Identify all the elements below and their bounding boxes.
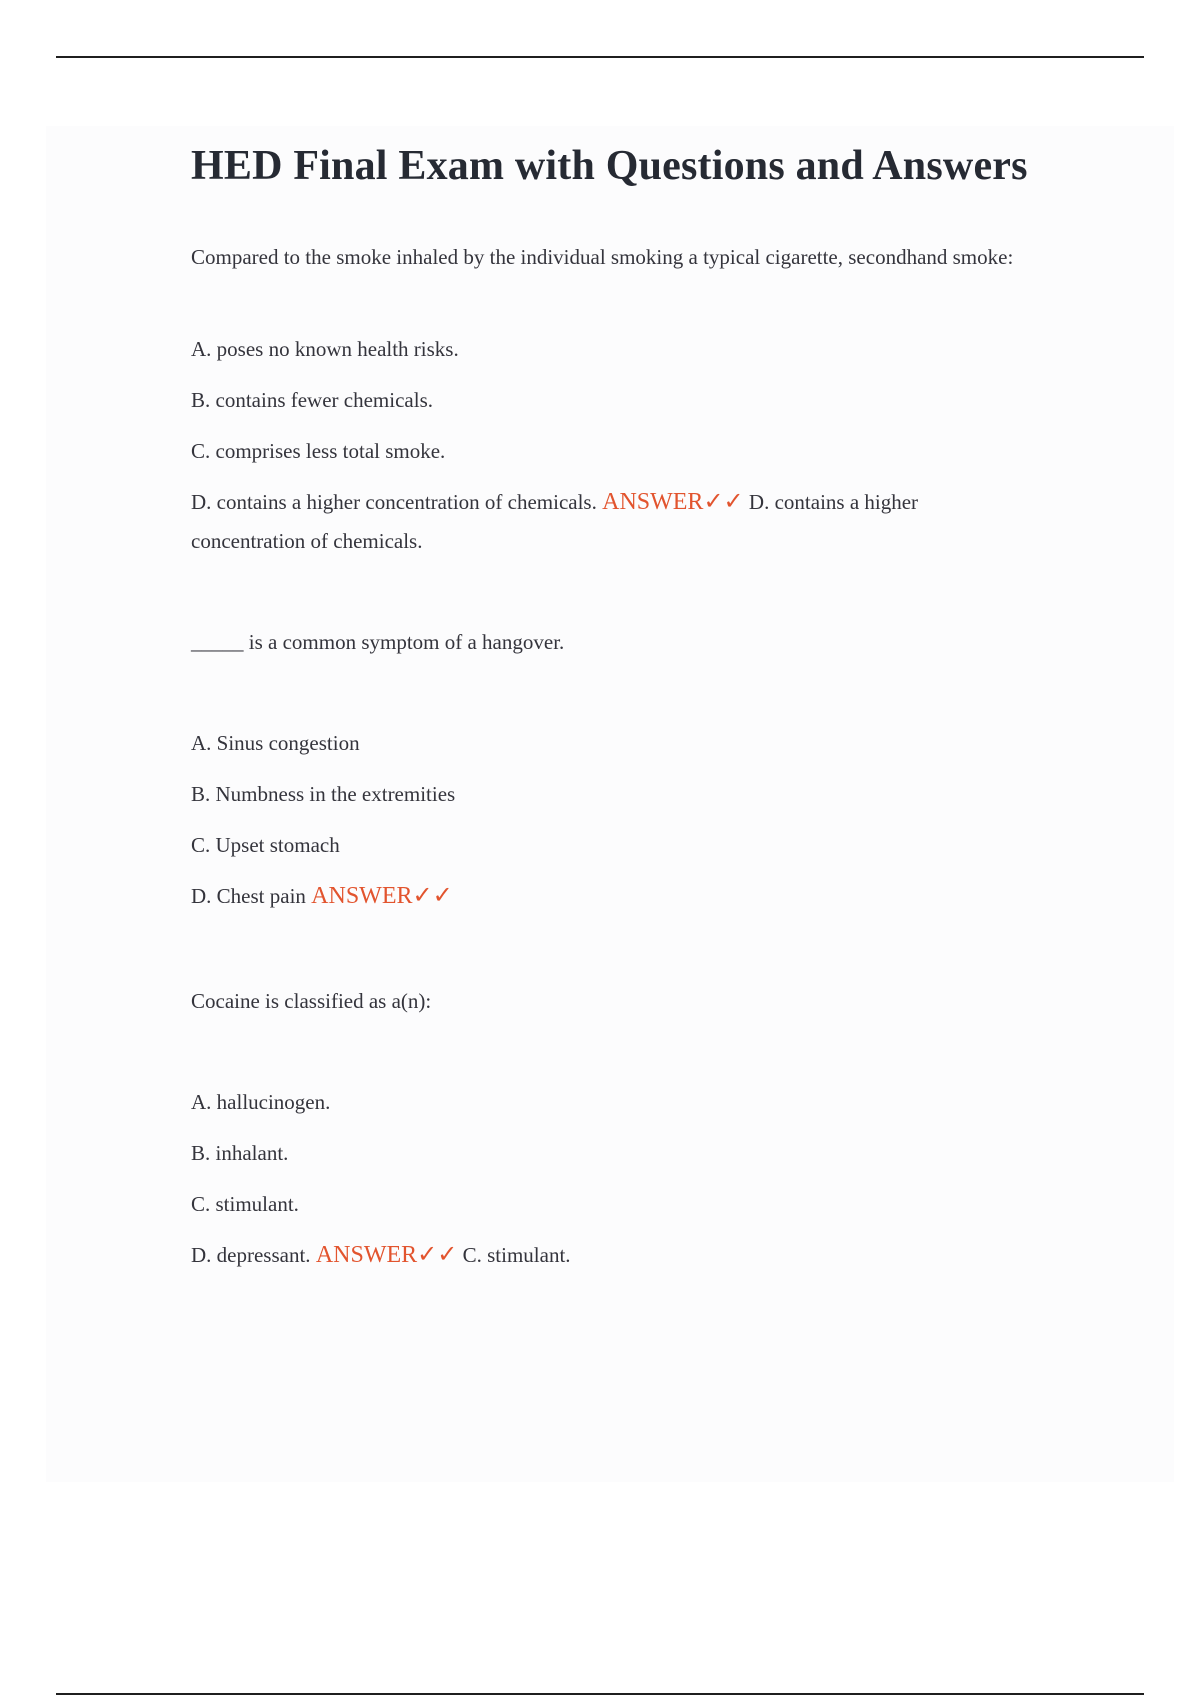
option-c: C. stimulant. xyxy=(191,1192,299,1216)
option-a: A. Sinus congestion xyxy=(191,731,360,755)
option-d: D. depressant. xyxy=(191,1243,311,1267)
question-text: _____ is a common symptom of a hangover. xyxy=(191,630,565,654)
option-b: B. contains fewer chemicals. xyxy=(191,388,433,412)
option-c: C. comprises less total smoke. xyxy=(191,439,446,463)
question-block-2 xyxy=(191,623,1031,916)
option-d: D. contains a higher concentration of chemicals. xyxy=(191,490,597,514)
option-c: C. Upset stomach xyxy=(191,833,340,857)
answer-text: D. contains a higher concentration of chemicals. xyxy=(191,490,919,553)
document-title: HED Final Exam with Questions and Answers xyxy=(191,143,1028,189)
option-b: B. Numbness in the extremities xyxy=(191,782,456,806)
option-a: A. hallucinogen. xyxy=(191,1090,331,1114)
document-content xyxy=(191,140,1031,1275)
option-d-with-answer xyxy=(191,483,1031,561)
option-b: B. inhalant. xyxy=(191,1141,289,1165)
answer-marker: ANSWER✓✓ xyxy=(602,489,744,515)
option-d-with-answer xyxy=(191,877,1031,916)
option-list xyxy=(191,724,1031,916)
question-block-1 xyxy=(191,238,1031,561)
option-d-with-answer xyxy=(191,1236,1031,1275)
header-rule xyxy=(56,56,1144,58)
option-a: A. poses no known health risks. xyxy=(191,337,459,361)
answer-marker: ANSWER✓✓ xyxy=(315,1242,458,1268)
option-list xyxy=(191,330,1031,561)
option-d: D. Chest pain xyxy=(191,884,306,908)
question-text: Cocaine is classified as a(n): xyxy=(191,989,432,1013)
question-block-3 xyxy=(191,982,1031,1275)
option-list xyxy=(191,1083,1031,1275)
footer-rule xyxy=(56,1693,1144,1695)
question-text: Compared to the smoke inhaled by the individual smoking a typical cigarette, secondhand smoke: xyxy=(191,245,1014,269)
answer-marker: ANSWER✓✓ xyxy=(311,883,453,909)
answer-text: C. stimulant. xyxy=(462,1243,571,1267)
